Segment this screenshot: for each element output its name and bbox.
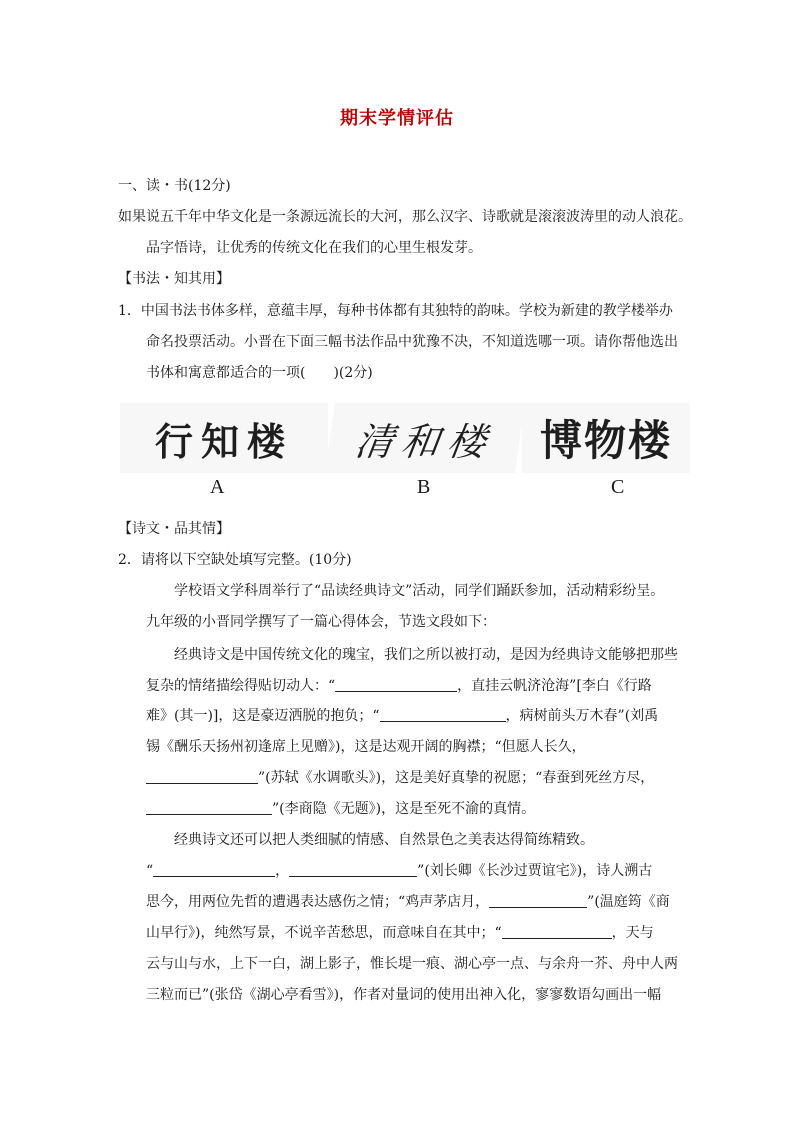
answer-blank-2[interactable] [380, 707, 506, 722]
text-segment: ， [275, 863, 290, 879]
answer-blank-1[interactable] [335, 677, 457, 692]
answer-blank-6[interactable] [289, 862, 417, 877]
q2-p2-line-3 [146, 706, 658, 726]
q1-line-3: 书体和寓意都适合的一项( )(2分) [146, 365, 373, 381]
text-segment: 复杂的情绪描绘得贴切动人：“ [146, 678, 336, 694]
intro-line-1: 如果说五千年中华文化是一条源远流长的大河，那么汉字、诗歌就是滚滚波涛里的动人浪花。 [118, 209, 692, 225]
calligraphy-a-text: 行知楼 [154, 418, 293, 464]
answer-blank-5[interactable] [153, 862, 275, 877]
text-segment: 山早行》)，纯然写景，不说辛苦愁思，而意味自在其中；“ [146, 925, 502, 941]
text-segment: ”(刘长卿《长沙过贾谊宅》)，诗人溯古 [417, 863, 653, 879]
text-segment: ，直挂云帆济沧海”[李白《行路 [457, 678, 652, 694]
answer-blank-7[interactable] [489, 893, 587, 908]
page-title: 期末学情评估 [340, 108, 454, 129]
q1-line-1: 1．中国书法书体多样，意蕴丰厚，每种书体都有其独特的韵味。学校为新建的教学楼举办 [118, 303, 673, 319]
calligraphy-option-a-image [120, 403, 328, 473]
q2-p3-line-6: 三粒而已”(张岱《湖心亭看雪》)，作者对量词的使用出神入化，寥寥数语勾画出一幅 [146, 987, 662, 1003]
q2-p2-line-5 [146, 768, 654, 788]
q1-line-2: 命名投票活动。小晋在下面三幅书法作品中犹豫不决，不知道选哪一项。请你帮他选出 [146, 334, 678, 350]
q2-p2-line-2 [146, 676, 652, 696]
calligraphy-option-b-image [325, 403, 525, 473]
q2-p3-line-4 [146, 923, 654, 943]
intro-line-2: 品字悟诗，让优秀的传统文化在我们的心里生根发芽。 [146, 240, 482, 256]
option-a-label: A [210, 476, 225, 498]
q2-p1-line-1: 学校语文学科周举行了“品读经典诗文”活动，同学们踊跃参加，活动精彩纷呈。 [174, 583, 665, 599]
q2-p3-line-3 [146, 892, 670, 912]
text-segment: ”(苏轼《水调歌头》)，这是美好真挚的祝愿；“春蚕到死丝方尽， [258, 770, 655, 786]
answer-blank-3[interactable] [146, 769, 258, 784]
text-segment: ”(温庭筠《商 [587, 894, 670, 910]
q2-p2-line-6 [146, 799, 535, 819]
answer-blank-8[interactable] [502, 924, 612, 939]
answer-blank-4[interactable] [146, 800, 272, 815]
text-segment: ，病树前头万木春”(刘禹 [505, 708, 659, 724]
text-segment: 难》(其一)]，这是豪迈洒脱的抱负；“ [146, 708, 380, 724]
q2-p3-line-1: 经典诗文还可以把人类细腻的情感、自然景色之美表达得简练精致。 [174, 832, 594, 848]
text-segment: 思今，用两位先哲的遭遇表达感伤之情；“鸡声茅店月， [146, 894, 490, 910]
calligraphy-c-text: 博物楼 [539, 416, 672, 465]
text-segment: ，天与 [611, 925, 654, 941]
text-segment: ”(李商隐《无题》)，这是至死不渝的真情。 [272, 801, 536, 817]
q2-p1-line-2: 九年级的小晋同学撰写了一篇心得体会，节选文段如下： [146, 614, 496, 630]
subsection-calligraphy: 【书法・知其用】 [118, 271, 230, 287]
text-segment: “ [146, 863, 154, 879]
q2-p3-line-5: 云与山与水，上下一白，湖上影子，惟长堤一痕、湖心亭一点、与余舟一芥、舟中人两 [146, 956, 678, 972]
q2-heading: 2．请将以下空缺处填写完整。(10分) [118, 552, 352, 568]
option-b-label: B [417, 476, 431, 498]
calligraphy-option-c-image [522, 403, 690, 473]
calligraphy-b-text: 清和楼 [352, 419, 497, 464]
section-heading: 一、读・书(12分) [118, 178, 231, 194]
q2-p3-line-2 [146, 861, 652, 881]
subsection-poetry: 【诗文・品其情】 [118, 521, 230, 537]
q2-p2-line-1: 经典诗文是中国传统文化的瑰宝，我们之所以被打动，是因为经典诗文能够把那些 [174, 647, 678, 663]
q2-p2-line-4: 锡《酬乐天扬州初逢席上见赠》)，这是达观开阔的胸襟；“但愿人长久， [146, 739, 586, 755]
option-c-label: C [611, 476, 625, 498]
